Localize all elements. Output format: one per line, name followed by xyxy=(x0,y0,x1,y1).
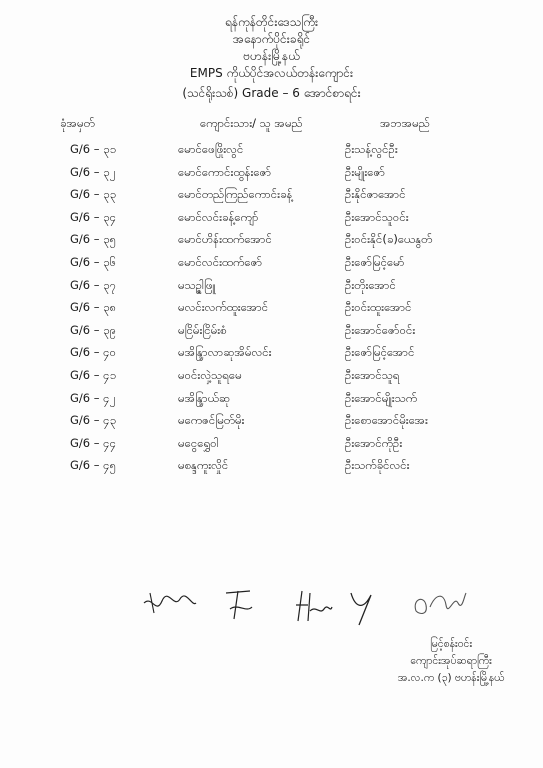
header-list-title: (သင်ရိုးသစ်) Grade – 6 အောင်စာရင်း xyxy=(182,86,361,100)
roll-number: G/6 – ၄၄ xyxy=(70,435,117,450)
student-name: မအိန္ဒြာလာဆုအိမ်လင်း xyxy=(178,345,272,360)
signature-mark xyxy=(345,585,385,629)
table-row xyxy=(0,366,543,389)
student-name: မောင်ဖေဖြိုးလွင် xyxy=(178,142,244,156)
roll-number: G/6 – ၄၁ xyxy=(70,367,117,382)
parent-name: ဦးတိုးအောင် xyxy=(345,277,396,292)
roll-number: G/6 – ၃၈ xyxy=(70,300,117,315)
student-name: မငွေရွှေဝါ xyxy=(178,435,219,450)
parent-name: ဦးမျိုးဇော် xyxy=(345,164,386,179)
roll-number: G/6 – ၃၇ xyxy=(70,277,117,292)
table-row xyxy=(0,456,543,479)
table-row xyxy=(0,140,543,163)
parent-name: ဦးအောင်ကိုဦး xyxy=(345,435,403,450)
header-region: ရန်ကုန်တိုင်းဒေသကြီး xyxy=(224,15,319,29)
header-district: အနောက်ပိုင်းခရိုင် xyxy=(232,32,311,46)
student-name: မစန္ဒကူးလှိုင် xyxy=(178,458,229,473)
student-name: မောင်လင်းခန့်ကျော် xyxy=(178,209,259,224)
parent-name: ဦးအောင်မျိုးသက် xyxy=(345,390,418,405)
roll-number: G/6 – ၃၂ xyxy=(70,164,116,179)
signatory-name: မြင့်စန်းဝင်း xyxy=(430,638,472,650)
footer-signatory xyxy=(396,636,506,687)
roll-number: G/6 – ၃၆ xyxy=(70,254,117,269)
parent-name: ဦးနိုင်ဇာအောင် xyxy=(345,187,406,202)
student-name: မောင်ကောင်းထွန်းဇော် xyxy=(178,164,272,179)
student-name: မဝင်းလှဲ့သူရမေ xyxy=(178,367,242,382)
column-header-parent: အဘအမည် xyxy=(380,116,430,130)
column-header-name: ကျောင်းသား/ သူ အမည် xyxy=(200,116,303,130)
table-row xyxy=(0,321,543,344)
header-township: ဗဟန်းမြို့နယ် xyxy=(243,49,300,63)
roll-number: G/6 – ၄၂ xyxy=(70,390,116,405)
roll-number: G/6 – ၄၅ xyxy=(70,458,117,473)
parent-name: ဦးသက်ခိုင်လင်း xyxy=(345,458,410,473)
parent-name: ဦးဝင်းထူးအောင် xyxy=(345,300,412,315)
roll-number: G/6 – ၄၀ xyxy=(70,345,117,360)
roll-number: G/6 – ၃၄ xyxy=(70,209,117,224)
table-row xyxy=(0,434,543,457)
signature-mark xyxy=(290,585,334,629)
student-name: မောင်ဟိန်းထက်အောင် xyxy=(178,232,272,247)
column-header-roll: ခုံအမှတ် xyxy=(60,116,95,130)
parent-name: ဦးစောအောင်မိုးအေး xyxy=(345,413,428,428)
student-name: မကေဇင်မြတ်မိုး xyxy=(178,413,245,428)
table-row xyxy=(0,411,543,434)
table-row xyxy=(0,298,543,321)
table-row xyxy=(0,163,543,186)
table-row xyxy=(0,343,543,366)
document-header xyxy=(0,14,543,102)
roll-number: G/6 – ၄၃ xyxy=(70,413,117,428)
header-school: EMPS ကိုယ်ပိုင်အလယ်တန်းကျောင်း xyxy=(189,66,354,80)
signature-mark xyxy=(140,585,200,625)
parent-name: ဦးအောင်သူရ xyxy=(345,367,400,382)
student-name: မောင်လင်းထက်ဇော် xyxy=(178,254,263,269)
student-name: မသဥ္ဇါဖြူ xyxy=(178,277,216,292)
signature-mark xyxy=(410,585,470,625)
parent-name: ဦးဝင်းနိုင်(ခ)ယေနွတ် xyxy=(345,232,433,247)
table-row xyxy=(0,230,543,253)
roll-number: G/6 – ၃၉ xyxy=(70,322,117,337)
signatory-office: အ.လ.က (၃) ဗဟန်းမြို့နယ် xyxy=(397,672,505,684)
student-name: မငြိမ်းငြိမ်းစံ xyxy=(178,322,227,337)
parent-name: ဦးဇော်မြင့်အောင် xyxy=(345,345,415,360)
signature-mark xyxy=(220,585,260,625)
student-name: မလင်းလက်ထူးအောင် xyxy=(178,300,269,315)
signatures xyxy=(140,585,480,635)
roll-number: G/6 – ၃၃ xyxy=(70,187,117,202)
roll-number: G/6 – ၃၅ xyxy=(70,232,117,247)
parent-name: ဦးအောင်ဇော်ဝင်း xyxy=(345,322,416,337)
table-row xyxy=(0,185,543,208)
table-row xyxy=(0,389,543,412)
table-row xyxy=(0,208,543,231)
table-row xyxy=(0,253,543,276)
table-row xyxy=(0,276,543,299)
student-list xyxy=(0,140,543,479)
student-name: မအိန္ဒြာယ်ဆု xyxy=(178,390,231,405)
parent-name: ဦးအောင်သူဝင်း xyxy=(345,209,409,224)
roll-number: G/6 – ၃၁ xyxy=(70,142,117,156)
student-name: မောင်တည်ကြည်ကောင်းခန့် xyxy=(178,187,293,202)
parent-name: ဦးဇော်မြင့်မော် xyxy=(345,254,405,269)
parent-name: ဦးသန့်လွင်ဦး xyxy=(345,142,398,156)
signatory-title: ကျောင်းအုပ်ဆရာကြီး xyxy=(410,655,492,667)
